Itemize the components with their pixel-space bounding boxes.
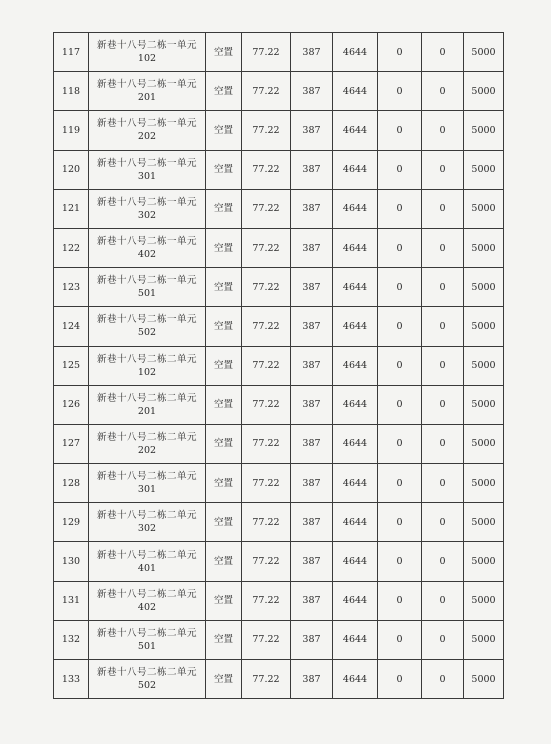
table-row: [54, 33, 504, 72]
address-line-2: 501: [137, 640, 157, 652]
value-1-cell: 387: [291, 72, 333, 111]
value-4-cell: 0: [422, 542, 464, 581]
table-row: [54, 346, 504, 385]
area-cell: 77.22: [242, 503, 291, 542]
value-5-cell: 5000: [464, 542, 504, 581]
area-cell: 77.22: [242, 385, 291, 424]
value-5-cell: 5000: [464, 189, 504, 228]
value-1-cell: 387: [291, 620, 333, 659]
value-5-cell: 5000: [464, 503, 504, 542]
address-line-2: 201: [137, 405, 157, 417]
value-4-cell: 0: [422, 620, 464, 659]
address-cell: [89, 620, 206, 659]
address-line-2: 401: [137, 562, 157, 574]
status-cell: 空置: [206, 385, 242, 424]
value-5-cell: 5000: [464, 268, 504, 307]
value-4-cell: 0: [422, 385, 464, 424]
value-3-cell: 0: [378, 307, 422, 346]
row-number-cell: 133: [54, 660, 89, 699]
value-2-cell: 4644: [333, 424, 378, 463]
value-4-cell: 0: [422, 189, 464, 228]
value-4-cell: 0: [422, 464, 464, 503]
value-3-cell: 0: [378, 111, 422, 150]
address-line-2: 301: [137, 484, 157, 496]
status-cell: 空置: [206, 307, 242, 346]
address-line-2: 202: [137, 131, 157, 143]
address-cell: [89, 189, 206, 228]
area-cell: 77.22: [242, 33, 291, 72]
address-cell: [89, 424, 206, 463]
value-1-cell: 387: [291, 189, 333, 228]
address-line-1: 新巷十八号二栋二单元: [96, 392, 197, 404]
status-cell: 空置: [206, 660, 242, 699]
status-cell: 空置: [206, 424, 242, 463]
value-2-cell: 4644: [333, 385, 378, 424]
row-number-cell: 126: [54, 385, 89, 424]
row-number-cell: 120: [54, 150, 89, 189]
table-row: [54, 542, 504, 581]
address-line-2: 402: [137, 249, 157, 261]
address-line-1: 新巷十八号二栋二单元: [96, 667, 197, 679]
status-cell: 空置: [206, 268, 242, 307]
value-2-cell: 4644: [333, 503, 378, 542]
value-1-cell: 387: [291, 385, 333, 424]
address-cell: [89, 385, 206, 424]
value-4-cell: 0: [422, 33, 464, 72]
address-line-1: 新巷十八号二栋二单元: [96, 510, 197, 522]
value-5-cell: 5000: [464, 385, 504, 424]
value-4-cell: 0: [422, 424, 464, 463]
address-line-2: 301: [137, 170, 157, 182]
value-2-cell: 4644: [333, 72, 378, 111]
row-number-cell: 129: [54, 503, 89, 542]
row-number-cell: 118: [54, 72, 89, 111]
address-cell: [89, 503, 206, 542]
value-1-cell: 387: [291, 111, 333, 150]
table-row: [54, 150, 504, 189]
address-line-2: 502: [137, 680, 157, 692]
value-4-cell: 0: [422, 150, 464, 189]
table-row: [54, 503, 504, 542]
value-2-cell: 4644: [333, 150, 378, 189]
value-4-cell: 0: [422, 581, 464, 620]
address-cell: [89, 307, 206, 346]
value-4-cell: 0: [422, 346, 464, 385]
value-1-cell: 387: [291, 503, 333, 542]
address-line-1: 新巷十八号二栋二单元: [96, 549, 197, 561]
value-2-cell: 4644: [333, 228, 378, 267]
address-cell: [89, 542, 206, 581]
value-5-cell: 5000: [464, 150, 504, 189]
address-line-1: 新巷十八号二栋一单元: [96, 275, 197, 287]
value-3-cell: 0: [378, 150, 422, 189]
value-3-cell: 0: [378, 346, 422, 385]
address-line-2: 102: [137, 366, 157, 378]
status-cell: 空置: [206, 542, 242, 581]
table-row: [54, 385, 504, 424]
row-number-cell: 123: [54, 268, 89, 307]
value-2-cell: 4644: [333, 268, 378, 307]
value-5-cell: 5000: [464, 33, 504, 72]
area-cell: 77.22: [242, 189, 291, 228]
address-line-1: 新巷十八号二栋一单元: [96, 236, 197, 248]
table-row: [54, 464, 504, 503]
table-row: [54, 660, 504, 699]
value-3-cell: 0: [378, 660, 422, 699]
value-1-cell: 387: [291, 346, 333, 385]
address-line-1: 新巷十八号二栋一单元: [96, 196, 197, 208]
value-3-cell: 0: [378, 268, 422, 307]
address-line-2: 502: [137, 327, 157, 339]
address-line-2: 302: [137, 209, 157, 221]
value-4-cell: 0: [422, 72, 464, 111]
value-3-cell: 0: [378, 72, 422, 111]
address-line-2: 102: [137, 53, 157, 65]
table-row: [54, 424, 504, 463]
area-cell: 77.22: [242, 464, 291, 503]
address-line-2: 501: [137, 288, 157, 300]
value-3-cell: 0: [378, 503, 422, 542]
value-3-cell: 0: [378, 33, 422, 72]
table-body: [54, 33, 504, 699]
value-1-cell: 387: [291, 307, 333, 346]
value-5-cell: 5000: [464, 620, 504, 659]
value-4-cell: 0: [422, 111, 464, 150]
value-2-cell: 4644: [333, 33, 378, 72]
status-cell: 空置: [206, 33, 242, 72]
value-5-cell: 5000: [464, 72, 504, 111]
row-number-cell: 127: [54, 424, 89, 463]
row-number-cell: 132: [54, 620, 89, 659]
value-5-cell: 5000: [464, 228, 504, 267]
value-3-cell: 0: [378, 581, 422, 620]
value-5-cell: 5000: [464, 111, 504, 150]
area-cell: 77.22: [242, 72, 291, 111]
table-row: [54, 72, 504, 111]
area-cell: 77.22: [242, 660, 291, 699]
address-line-2: 202: [137, 444, 157, 456]
value-2-cell: 4644: [333, 346, 378, 385]
value-4-cell: 0: [422, 307, 464, 346]
table-row: [54, 620, 504, 659]
address-cell: [89, 346, 206, 385]
address-line-1: 新巷十八号二栋二单元: [96, 353, 197, 365]
status-cell: 空置: [206, 581, 242, 620]
value-1-cell: 387: [291, 660, 333, 699]
value-5-cell: 5000: [464, 424, 504, 463]
value-1-cell: 387: [291, 228, 333, 267]
address-line-1: 新巷十八号二栋二单元: [96, 471, 197, 483]
value-5-cell: 5000: [464, 660, 504, 699]
address-line-1: 新巷十八号二栋一单元: [96, 314, 197, 326]
area-cell: 77.22: [242, 268, 291, 307]
row-number-cell: 122: [54, 228, 89, 267]
value-4-cell: 0: [422, 268, 464, 307]
row-number-cell: 125: [54, 346, 89, 385]
value-4-cell: 0: [422, 228, 464, 267]
value-3-cell: 0: [378, 385, 422, 424]
address-cell: [89, 33, 206, 72]
address-line-1: 新巷十八号二栋二单元: [96, 588, 197, 600]
row-number-cell: 131: [54, 581, 89, 620]
row-number-cell: 130: [54, 542, 89, 581]
status-cell: 空置: [206, 503, 242, 542]
row-number-cell: 128: [54, 464, 89, 503]
area-cell: 77.22: [242, 150, 291, 189]
row-number-cell: 121: [54, 189, 89, 228]
value-5-cell: 5000: [464, 464, 504, 503]
value-2-cell: 4644: [333, 464, 378, 503]
value-1-cell: 387: [291, 33, 333, 72]
address-cell: [89, 660, 206, 699]
address-cell: [89, 268, 206, 307]
table-row: [54, 268, 504, 307]
address-line-1: 新巷十八号二栋一单元: [96, 118, 197, 130]
value-3-cell: 0: [378, 464, 422, 503]
address-line-1: 新巷十八号二栋二单元: [96, 627, 197, 639]
address-line-1: 新巷十八号二栋一单元: [96, 40, 197, 52]
table-row: [54, 307, 504, 346]
status-cell: 空置: [206, 189, 242, 228]
value-2-cell: 4644: [333, 189, 378, 228]
value-5-cell: 5000: [464, 307, 504, 346]
value-1-cell: 387: [291, 150, 333, 189]
table-row: [54, 189, 504, 228]
value-3-cell: 0: [378, 228, 422, 267]
address-line-2: 402: [137, 601, 157, 613]
value-4-cell: 0: [422, 503, 464, 542]
value-1-cell: 387: [291, 424, 333, 463]
status-cell: 空置: [206, 111, 242, 150]
table-row: [54, 581, 504, 620]
area-cell: 77.22: [242, 307, 291, 346]
value-1-cell: 387: [291, 268, 333, 307]
value-3-cell: 0: [378, 542, 422, 581]
value-2-cell: 4644: [333, 660, 378, 699]
address-cell: [89, 72, 206, 111]
row-number-cell: 124: [54, 307, 89, 346]
status-cell: 空置: [206, 464, 242, 503]
address-line-1: 新巷十八号二栋一单元: [96, 79, 197, 91]
row-number-cell: 117: [54, 33, 89, 72]
value-2-cell: 4644: [333, 542, 378, 581]
housing-table: [53, 32, 504, 699]
value-2-cell: 4644: [333, 111, 378, 150]
status-cell: 空置: [206, 72, 242, 111]
address-cell: [89, 150, 206, 189]
address-cell: [89, 111, 206, 150]
value-3-cell: 0: [378, 424, 422, 463]
value-1-cell: 387: [291, 464, 333, 503]
value-4-cell: 0: [422, 660, 464, 699]
area-cell: 77.22: [242, 620, 291, 659]
value-3-cell: 0: [378, 189, 422, 228]
area-cell: 77.22: [242, 111, 291, 150]
table-row: [54, 111, 504, 150]
address-cell: [89, 464, 206, 503]
value-2-cell: 4644: [333, 581, 378, 620]
address-line-1: 新巷十八号二栋一单元: [96, 157, 197, 169]
value-1-cell: 387: [291, 581, 333, 620]
status-cell: 空置: [206, 150, 242, 189]
address-line-2: 201: [137, 92, 157, 104]
row-number-cell: 119: [54, 111, 89, 150]
area-cell: 77.22: [242, 424, 291, 463]
status-cell: 空置: [206, 620, 242, 659]
address-cell: [89, 228, 206, 267]
value-1-cell: 387: [291, 542, 333, 581]
value-2-cell: 4644: [333, 307, 378, 346]
value-2-cell: 4644: [333, 620, 378, 659]
area-cell: 77.22: [242, 228, 291, 267]
address-line-1: 新巷十八号二栋二单元: [96, 431, 197, 443]
value-3-cell: 0: [378, 620, 422, 659]
area-cell: 77.22: [242, 542, 291, 581]
value-5-cell: 5000: [464, 346, 504, 385]
area-cell: 77.22: [242, 581, 291, 620]
status-cell: 空置: [206, 346, 242, 385]
address-line-2: 302: [137, 523, 157, 535]
address-cell: [89, 581, 206, 620]
value-5-cell: 5000: [464, 581, 504, 620]
table-row: [54, 228, 504, 267]
status-cell: 空置: [206, 228, 242, 267]
area-cell: 77.22: [242, 346, 291, 385]
